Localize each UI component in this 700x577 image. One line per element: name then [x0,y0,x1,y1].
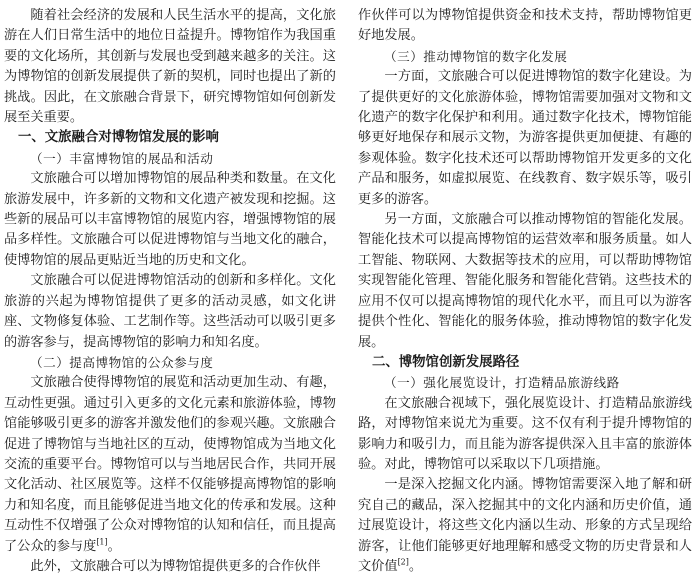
paragraph-digitalization: 一方面，文旅融合可以促进博物馆的数字化建设。为了提供更好的文化旅游体验，博物馆需要加强对文物和文化遗产的数字化保护和利用。通过数字化技术，博物馆能够更好地保存和展示文物，为游客提供更加便捷、有趣的参观体验。数字化技术还可以帮助博物馆开发更多的文化产品和服务，如虚拟展览、在线教育、数字娱乐等，吸引更多的游客。 [358,69,692,207]
subsection-heading-1-1: （一）丰富博物馆的展品和活动 [30,150,214,166]
paragraph-public-participation-text: 文旅融合使得博物馆的展览和活动更加生动、有趣，互动性更强。通过引入更多的文化元素和旅游体验，博物馆能够吸引更多的游客并激发他们的参观兴趣。文旅融合促进了博物馆与当地社区的互动，使博物馆成为当地文化交流的重要平台。博物馆可以与当地居民合作，共同开展文化活动、社区展览等。这样不仅能够提高博物馆的影响力和知名度，而且能够促进当地文化的传承和发展。这种互动性不仅增强了公众对博物馆的认知和信任，而且提高了公众的参与度 [4,375,336,554]
right-column [358,6,692,577]
section-heading-2: 二、博物馆创新发展路径 [372,354,520,370]
subsection-heading-2-1: （一）强化展览设计，打造精品旅游线路 [384,375,620,391]
paragraph-continued: 作伙伴可以为博物馆提供资金和技术支持，帮助博物馆更好地发展。 [358,8,692,44]
paragraph-cultural-connotation-text: 一是深入挖掘文化内涵。博物馆需要深入地了解和研究自己的藏品，深入挖掘其中的文化内涵和历史价值，通过展览设计，将这些文化内涵以生动、形象的方式呈现给游客，让他们能够更好地理解和感受文物的历史背景和人文价值 [358,477,692,574]
subsection-heading-1-3: （三）推动博物馆的数字化发展 [384,48,568,64]
paragraph-end-mark: 。 [408,558,423,574]
section-heading-1: 一、文旅融合对博物馆发展的影响 [18,130,219,146]
paragraph-partners: 此外，文旅融合可以为博物馆提供更多的合作伙伴 [30,558,321,574]
paragraph-intelligence: 另一方面，文旅融合可以推动博物馆的智能化发展。智能化技术可以提高博物馆的运营效率和服务质量。如人工智能、物联网、大数据等技术的应用，可以帮助博物馆实现智能化管理、智能化服务和智能化营销。这些技术的应用不仅可以提高博物馆的现代化水平，而且可以为游客提供个性化、智能化的服务体验，推动博物馆的数字化发展。 [358,212,692,350]
citation-ref-2: [2] [397,557,409,567]
subsection-heading-1-2: （二）提高博物馆的公众参与度 [30,354,214,370]
citation-ref-1: [1] [96,537,108,547]
paragraph-exhibits: 文旅融合可以增加博物馆的展品种类和数量。在文化旅游发展中，许多新的文物和文化遗产被发现和挖掘。这些新的展品可以丰富博物馆的展览内容，增强博物馆的展品多样性。文旅融合可以促进博物馆与当地文化的融合，使博物馆的展品更贴近当地的历史和文化。 [4,171,336,268]
paragraph-public-participation [4,373,336,557]
paragraph-activities: 文旅融合可以促进博物馆活动的创新和多样化。文化旅游的兴起为博物馆提供了更多的活动灵感，如文化讲座、文物修复体验、工艺制作等。这些活动可以吸引更多的游客参与，提高博物馆的影响力和知名度。 [4,273,336,350]
paragraph-end-mark: 。 [107,538,121,554]
paragraph-exhibition-design: 在文旅融合视域下，强化展览设计、打造精品旅游线路，对博物馆来说尤为重要。这不仅有利于提升博物馆的影响力和吸引力，而且能为游客提供深入且丰富的旅游体验。对此，博物馆可以采取以下几项措施。 [358,395,692,472]
paragraph-intro: 随着社会经济的发展和人民生活水平的提高，文化旅游在人们日常生活中的地位日益提升。博物馆作为我国重要的文化场所，其创新与发展也受到越来越多的关注。这为博物馆的创新发展提供了新的契机，同时也提出了新的挑战。因此，在文旅融合背景下，研究博物馆如何创新发展至关重要。 [4,8,336,126]
paragraph-cultural-connotation [358,475,692,577]
left-column [4,6,336,577]
